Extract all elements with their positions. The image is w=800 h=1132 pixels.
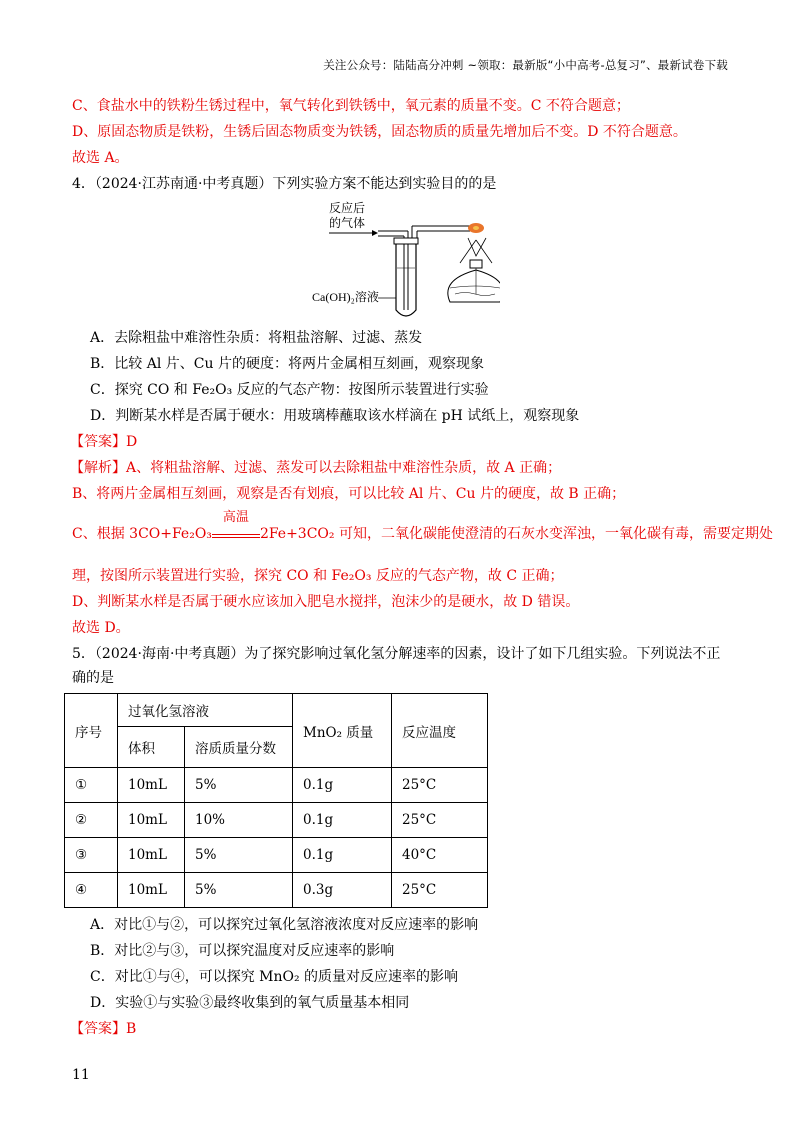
header-h2o2: 过氧化氢溶液 (118, 694, 293, 727)
apparatus-diagram (300, 198, 500, 320)
page-number: 11 (72, 1067, 90, 1083)
q5-option-d: D．实验①与实验③最终收集到的氧气质量基本相同 (90, 995, 410, 1011)
header-no: 序号 (65, 694, 118, 768)
table-row: ① 10mL 5% 0.1g 25°C (65, 768, 488, 803)
q5-option-a: A．对比①与②，可以探究过氧化氢溶液浓度对反应速率的影响 (90, 917, 479, 933)
q5-option-c: C．对比①与④，可以探究 MnO₂ 的质量对反应速率的影响 (90, 969, 459, 985)
prev-explanation-c: C、食盐水中的铁粉生锈过程中，氧气转化到铁锈中，氧元素的质量不变。C 不符合题意； (72, 98, 630, 114)
gas-label-1: 反应后 (329, 201, 366, 215)
q4-analysis-b: B、将两片金属相互刻画，观察是否有划痕，可以比较 Al 片、Cu 片的硬度，故 B 正确； (72, 486, 626, 502)
table-row: ④ 10mL 5% 0.3g 25°C (65, 873, 488, 908)
gas-label-2: 的气体 (329, 216, 366, 230)
header-fraction: 溶质质量分数 (185, 727, 293, 768)
q4-option-c: C．探究 CO 和 Fe₂O₃ 反应的气态产物：按图所示装置进行实验 (90, 382, 489, 398)
q4-option-b: B．比较 Al 片、Cu 片的硬度：将两片金属相互刻画，观察现象 (90, 356, 484, 372)
answer-value: D (126, 434, 138, 450)
q4-option-a: A．去除粗盐中难溶性杂质：将粗盐溶解、过滤、蒸发 (90, 330, 423, 346)
q5-stem-1: 5．（2024·海南·中考真题）为了探究影响过氧化氢分解速率的因素，设计了如下几组实验。下列说法不正 (72, 646, 721, 662)
analysis-tag: 【解析】 (70, 460, 126, 476)
page-header: 关注公众号：陆陆高分冲刺 ~领取：最新版“小中高考-总复习”、最新试卷下载 (323, 58, 728, 72)
q4-analysis-a: 【解析】A、将粗盐溶解、过滤、蒸发可以去除粗盐中难溶性杂质，故 A 正确； (70, 460, 562, 476)
experiment-table (64, 693, 488, 908)
q5-option-b: B．对比②与③，可以探究温度对反应速率的影响 (90, 943, 395, 959)
q4-option-d: D．判断某水样是否属于硬水：用玻璃棒蘸取该水样滴在 pH 试纸上，观察现象 (90, 408, 580, 424)
answer-tag: 【答案】 (70, 1021, 126, 1037)
header-mno2: MnO₂ 质量 (293, 694, 392, 768)
q4-stem: 4．（2024·江苏南通·中考真题）下列实验方案不能达到实验目的的是 (72, 176, 497, 192)
answer-value: B (126, 1021, 137, 1037)
q4-analysis-c: C、根据 3CO+Fe₂O₃ 高温 2Fe+3CO₂ 可知，二氧化碳能使澄清的石灰水变浑浊，一氧化碳有毒，需要定期处 (72, 510, 773, 542)
solution-label: Ca(OH)₂溶液 (312, 290, 379, 304)
q5-stem-2: 确的是 (72, 670, 114, 686)
header-volume: 体积 (118, 727, 185, 768)
table-row: ② 10mL 10% 0.1g 25°C (65, 803, 488, 838)
q4-analysis-d: D、判断某水样是否属于硬水应该加入肥皂水搅拌，泡沫少的是硬水，故 D 错误。 (72, 594, 580, 610)
prev-conclusion: 故选 A。 (72, 150, 129, 166)
table-row: ③ 10mL 5% 0.1g 40°C (65, 838, 488, 873)
arrow-head (372, 230, 378, 236)
q4-analysis-c2: 理，按图所示装置进行实验，探究 CO 和 Fe₂O₃ 反应的气态产物，故 C 正确； (72, 568, 564, 584)
q4-apparatus-figure (300, 198, 500, 320)
answer-tag: 【答案】 (70, 434, 126, 450)
q5-answer (70, 1020, 136, 1038)
reaction-condition: 高温 (212, 526, 260, 538)
q4-answer (70, 433, 137, 451)
q4-conclusion: 故选 D。 (72, 620, 130, 636)
test-tube (396, 242, 416, 316)
header-temp: 反应温度 (392, 694, 488, 768)
prev-explanation-d: D、原固态物质是铁粉，生锈后固态物质变为铁锈，固态物质的质量先增加后不变。D 不符合题意。 (72, 124, 687, 140)
